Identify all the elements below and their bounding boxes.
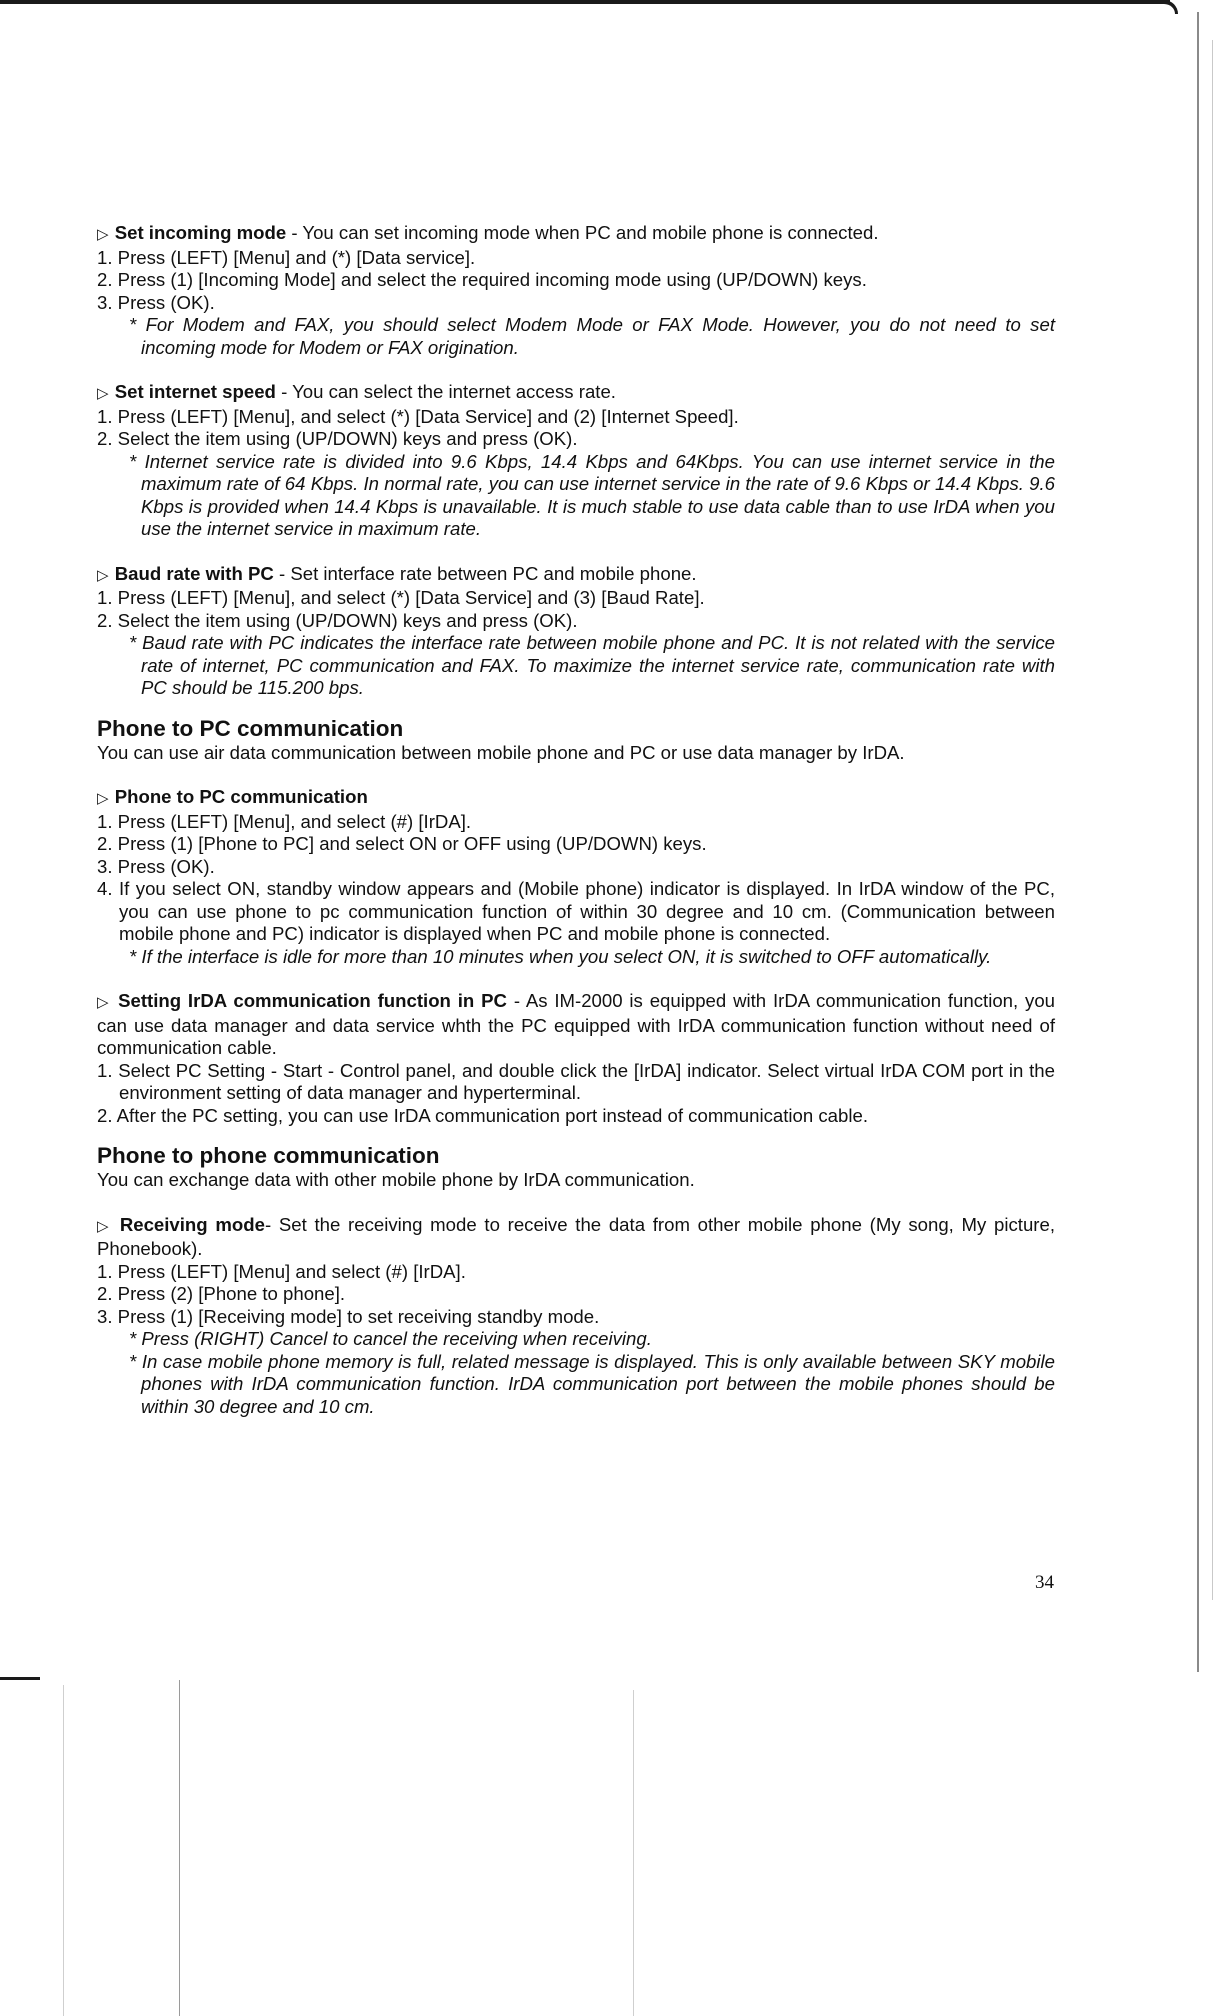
scan-top-border bbox=[0, 0, 1170, 4]
step-item: 3. Press (OK). bbox=[97, 855, 215, 877]
note: * If the interface is idle for more than 10 minutes when you select ON, it is switched to OFF automatically. bbox=[129, 945, 992, 967]
note: * In case mobile phone memory is full, related message is displayed. This is only available between SKY mobile phones with IrDA communication function. IrDA communication port between the mobile phones should be within 30 degree and 10 cm. bbox=[129, 1350, 1055, 1417]
spacer bbox=[97, 359, 1055, 381]
section-intro: - As IM-2000 is equipped with IrDA communication function, you can use data manager and data service whth the PC equipped with IrDA communication function without need of communication cable. bbox=[97, 990, 1055, 1058]
heading-phone-to-pc: Phone to PC communication bbox=[97, 715, 404, 741]
spacer bbox=[97, 1127, 1055, 1143]
triangle-right-outline-icon: ▷ bbox=[97, 994, 117, 1011]
step-item: 2. Press (2) [Phone to phone]. bbox=[97, 1283, 346, 1304]
spacer bbox=[97, 700, 1055, 716]
note: * Baud rate with PC indicates the interface rate between mobile phone and PC. It is not related with the service rate of internet, PC communication and FAX. To maximize the internet service rate, communication rate with PC should be 115.200 bps. bbox=[129, 632, 1055, 698]
scan-line-3 bbox=[633, 1690, 634, 2016]
step-item: 1. Press (LEFT) [Menu], and select (*) [Data Service] and (3) [Baud Rate]. bbox=[97, 587, 705, 608]
step-item: 1. Press (LEFT) [Menu] and select (#) [IrDA]. bbox=[97, 1260, 466, 1282]
step-item: 2. Select the item using (UP/DOWN) keys and press (OK). bbox=[97, 609, 578, 631]
scan-line-2 bbox=[179, 1680, 180, 2016]
step-item: 1. Press (LEFT) [Menu] and (*) [Data service]. bbox=[97, 246, 476, 268]
section-phone-to-pc bbox=[97, 786, 1055, 811]
step-item: 2. Select the item using (UP/DOWN) keys and press (OK). bbox=[97, 428, 578, 449]
section-intro: - Set interface rate between PC and mobile phone. bbox=[273, 562, 697, 584]
section-set-incoming-mode bbox=[97, 222, 1055, 247]
note: * Press (RIGHT) Cancel to cancel the receiving when receiving. bbox=[129, 1328, 652, 1349]
step-item: 2. Press (1) [Incoming Mode] and select the required incoming mode using (UP/DOWN) keys. bbox=[97, 269, 867, 290]
note: * For Modem and FAX, you should select Modem Mode or FAX Mode. However, you do not need to set incoming mode for Modem or FAX origination. bbox=[129, 314, 1055, 358]
section-heading: Set internet speed bbox=[114, 381, 276, 402]
page-number: 34 bbox=[1035, 1572, 1054, 1593]
step-item: 1. Press (LEFT) [Menu], and select (#) [IrDA]. bbox=[97, 810, 472, 832]
scan-right-edge-faint bbox=[1212, 40, 1213, 1600]
section-set-internet-speed bbox=[97, 381, 1055, 406]
phone-to-phone-intro: You can exchange data with other mobile phone by IrDA communication. bbox=[97, 1169, 695, 1190]
section-intro: - You can set incoming mode when PC and mobile phone is connected. bbox=[286, 222, 879, 243]
section-intro: - Set the receiving mode to receive the data from other mobile phone (My song, My picture, Phonebook). bbox=[97, 1213, 1056, 1259]
triangle-right-outline-icon: ▷ bbox=[97, 566, 113, 584]
steps-list bbox=[97, 406, 1055, 451]
section-baud-rate bbox=[97, 563, 1055, 588]
triangle-right-outline-icon: ▷ bbox=[97, 1217, 118, 1235]
scan-right-edge bbox=[1197, 12, 1199, 1672]
step-item: 4. If you select ON, standby window appears and (Mobile phone) indicator is displayed. In IrDA window of the PC, you can use phone to pc communication function of within 30 degree and 10 cm. (Communication between mobile phone and PC) indicator is displayed when PC and mobile phone is connected. bbox=[97, 878, 1055, 944]
triangle-right-outline-icon: ▷ bbox=[97, 385, 113, 402]
step-item: 1. Press (LEFT) [Menu], and select (*) [Data Service] and (2) [Internet Speed]. bbox=[97, 405, 739, 427]
step-item: 1. Select PC Setting - Start - Control panel, and double click the [IrDA] indicator. Select virtual IrDA COM port in the environment setting of data manager and hyperterminal. bbox=[97, 1059, 1055, 1103]
spacer bbox=[97, 764, 1055, 786]
section-heading: Phone to PC communication bbox=[114, 786, 368, 807]
section-irda-pc-setting bbox=[97, 990, 1055, 1060]
spacer bbox=[97, 968, 1055, 990]
section-heading: Baud rate with PC bbox=[114, 562, 274, 584]
page-content bbox=[97, 222, 1055, 1418]
section-heading: Receiving mode bbox=[119, 1213, 265, 1235]
step-item: 2. After the PC setting, you can use IrDA communication port instead of communication cable. bbox=[97, 1104, 869, 1126]
scan-line-1 bbox=[63, 1685, 64, 2016]
steps-list bbox=[97, 811, 1055, 946]
scan-left-mark bbox=[0, 1677, 40, 1680]
scan-page-curl bbox=[1150, 0, 1178, 14]
heading-phone-to-phone: Phone to phone communication bbox=[97, 1143, 440, 1168]
section-receiving-mode bbox=[97, 1214, 1055, 1261]
note: * Internet service rate is divided into 9.6 Kbps, 14.4 Kbps and 64Kbps. You can use internet service in the maximum rate of 64 Kbps. In normal rate, you can use internet service in the rate of 9.6 Kbps or 14.4 Kbps. 9.6 Kbps is provided when 14.4 Kbps is unavailable. It is much stable to use data cable than to use IrDA when you use the internet service in maximum rate. bbox=[129, 450, 1055, 539]
spacer bbox=[97, 1192, 1055, 1214]
step-item: 3. Press (OK). bbox=[97, 291, 215, 313]
steps-list bbox=[97, 587, 1055, 632]
phone-to-pc-intro: You can use air data communication between mobile phone and PC or use data manager by IrDA. bbox=[97, 741, 905, 763]
spacer bbox=[97, 541, 1055, 563]
steps-list bbox=[97, 1060, 1055, 1128]
triangle-right-outline-icon: ▷ bbox=[97, 226, 113, 243]
step-item: 2. Press (1) [Phone to PC] and select ON or OFF using (UP/DOWN) keys. bbox=[97, 833, 707, 854]
section-heading: Set incoming mode bbox=[114, 222, 287, 243]
section-intro: - You can select the internet access rate. bbox=[275, 381, 616, 402]
steps-list bbox=[97, 1261, 1055, 1329]
steps-list bbox=[97, 247, 1055, 315]
section-heading: Setting IrDA communication function in PC bbox=[118, 990, 507, 1011]
triangle-right-outline-icon: ▷ bbox=[97, 790, 113, 807]
step-item: 3. Press (1) [Receiving mode] to set receiving standby mode. bbox=[97, 1305, 600, 1327]
